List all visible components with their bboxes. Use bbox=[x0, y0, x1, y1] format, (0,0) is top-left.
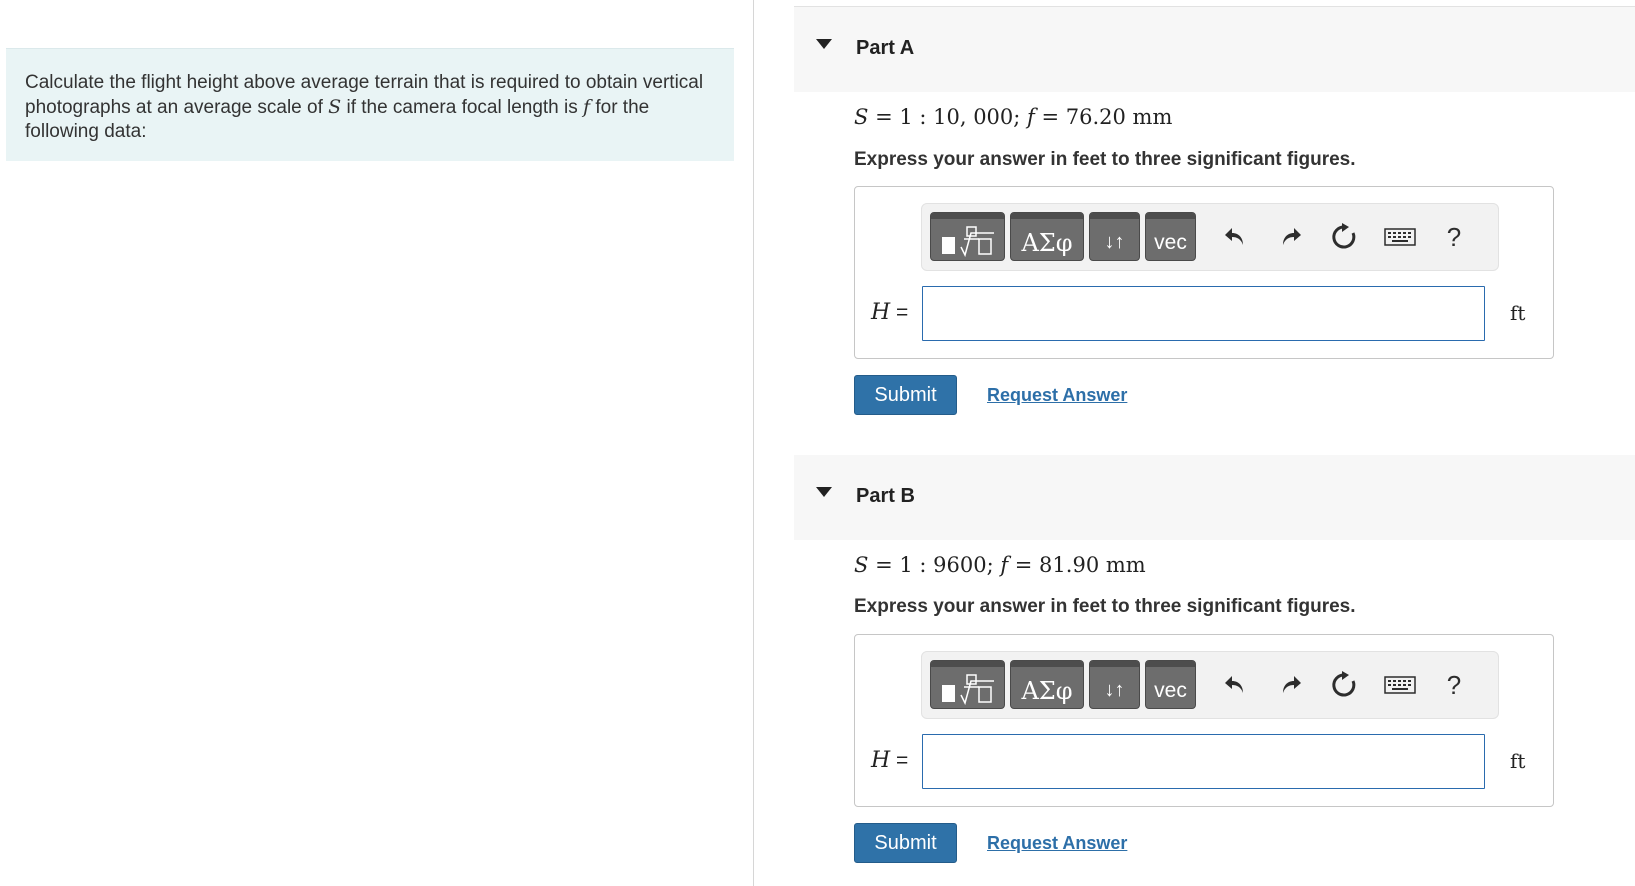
var-s: S bbox=[854, 553, 869, 577]
math-toolbar bbox=[921, 203, 1499, 271]
problem-text: Calculate the flight height above average terrain that is required to obtain vertical photographs at an average scale of bbox=[25, 72, 704, 118]
part-a-formula bbox=[854, 105, 1172, 129]
problem-statement bbox=[6, 48, 734, 161]
keyboard-icon[interactable] bbox=[1383, 222, 1417, 252]
templates-icon bbox=[937, 225, 999, 259]
formula-text: = 76.20 mm bbox=[1034, 105, 1173, 129]
var-s: S bbox=[328, 96, 342, 118]
templates-icon bbox=[937, 673, 999, 707]
help-icon[interactable]: ? bbox=[1446, 669, 1462, 700]
problem-text: for the following data: bbox=[25, 97, 650, 142]
templates-button[interactable] bbox=[930, 212, 1005, 261]
part-b-title: Part B bbox=[856, 485, 915, 507]
arrows-label: ↓↑ bbox=[1104, 231, 1125, 253]
var-h: H bbox=[871, 748, 891, 773]
arrows-button[interactable] bbox=[1089, 660, 1140, 709]
unit-label: ft bbox=[1510, 749, 1526, 773]
unit-label: ft bbox=[1510, 301, 1526, 325]
part-a-title: Part A bbox=[856, 37, 915, 59]
formula-text: = 1 : 10, 000; bbox=[868, 105, 1028, 129]
part-a-answer-box bbox=[854, 186, 1554, 359]
redo-icon[interactable] bbox=[1276, 222, 1306, 252]
var-s: S bbox=[854, 105, 869, 129]
vec-label: vec bbox=[1154, 230, 1187, 254]
undo-icon[interactable] bbox=[1220, 222, 1250, 252]
undo-icon[interactable] bbox=[1220, 670, 1250, 700]
vec-button[interactable] bbox=[1145, 660, 1196, 709]
request-answer-link[interactable]: Request Answer bbox=[987, 385, 1128, 405]
column-divider bbox=[753, 0, 754, 886]
caret-down-icon[interactable] bbox=[816, 487, 832, 497]
var-f: f bbox=[583, 96, 591, 118]
templates-button[interactable] bbox=[930, 660, 1005, 709]
math-toolbar bbox=[921, 651, 1499, 719]
formula-text: = 81.90 mm bbox=[1008, 553, 1146, 577]
equals-sign: = bbox=[890, 301, 909, 324]
reset-icon[interactable] bbox=[1329, 222, 1359, 252]
request-answer-link[interactable]: Request Answer bbox=[987, 833, 1128, 853]
formula-text: = 1 : 9600; bbox=[868, 553, 1001, 577]
var-f: f bbox=[1000, 553, 1009, 577]
answer-label bbox=[871, 300, 908, 325]
greek-label: ΑΣφ bbox=[1021, 228, 1073, 257]
answer-input[interactable] bbox=[922, 734, 1485, 789]
redo-icon[interactable] bbox=[1276, 670, 1306, 700]
part-b-formula bbox=[854, 553, 1146, 577]
part-b-header[interactable] bbox=[794, 455, 1635, 540]
vec-label: vec bbox=[1154, 678, 1187, 702]
help-icon[interactable]: ? bbox=[1446, 221, 1462, 252]
part-a-header[interactable] bbox=[794, 7, 1635, 92]
reset-icon[interactable] bbox=[1329, 670, 1359, 700]
arrows-button[interactable] bbox=[1089, 212, 1140, 261]
keyboard-icon[interactable] bbox=[1383, 670, 1417, 700]
equals-sign: = bbox=[890, 749, 909, 772]
part-a-instruction: Express your answer in feet to three significant figures. bbox=[854, 149, 1356, 170]
var-h: H bbox=[871, 300, 891, 325]
answer-label bbox=[871, 748, 908, 773]
greek-symbols-button[interactable] bbox=[1010, 212, 1084, 261]
submit-button[interactable]: Submit bbox=[854, 375, 957, 415]
part-b-answer-box bbox=[854, 634, 1554, 807]
var-f: f bbox=[1027, 105, 1035, 129]
answer-input[interactable] bbox=[922, 286, 1485, 341]
problem-text: if the camera focal length is bbox=[341, 97, 584, 118]
submit-button[interactable]: Submit bbox=[854, 823, 957, 863]
vec-button[interactable] bbox=[1145, 212, 1196, 261]
greek-symbols-button[interactable] bbox=[1010, 660, 1084, 709]
arrows-label: ↓↑ bbox=[1104, 679, 1125, 701]
caret-down-icon[interactable] bbox=[816, 39, 832, 49]
greek-label: ΑΣφ bbox=[1021, 676, 1073, 705]
part-b-instruction: Express your answer in feet to three significant figures. bbox=[854, 596, 1356, 617]
